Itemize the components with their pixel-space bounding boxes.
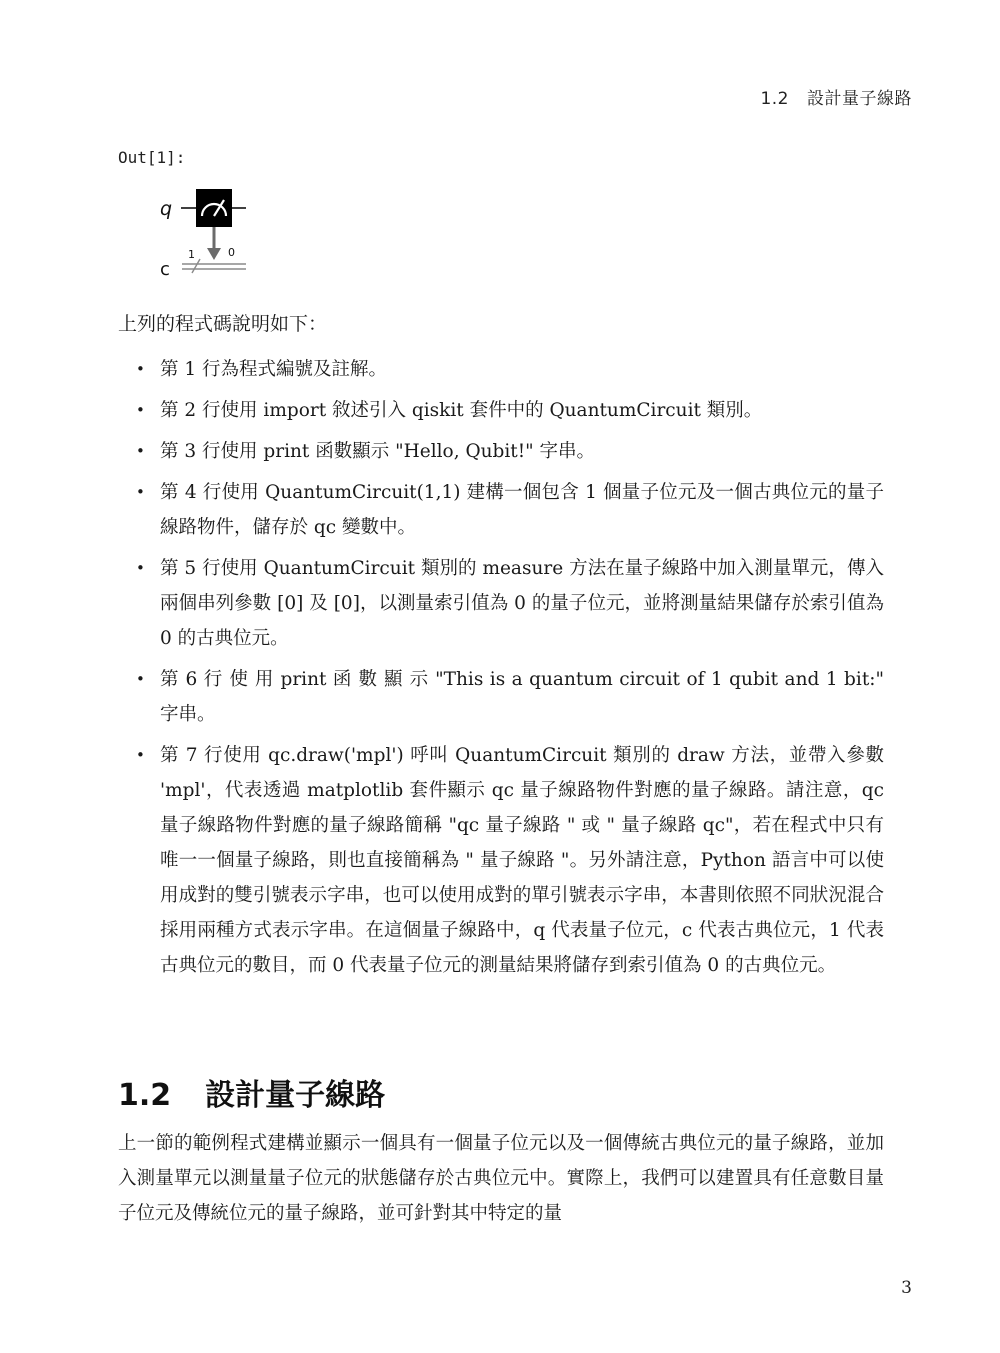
- page-number: 3: [901, 1278, 912, 1298]
- measure-arrow: [207, 248, 221, 260]
- list-item: [118, 434, 884, 469]
- list-item-text: 第 6 行 使 用 print 函 數 顯 示 "This is a quantum circuit of 1 qubit and 1 bit:" 字串。: [160, 669, 884, 725]
- list-item-text: 第 3 行使用 print 函數顯示 "Hello, Qubit!" 字串。: [160, 441, 596, 462]
- list-item: [118, 738, 884, 983]
- measure-gate: [196, 189, 232, 227]
- list-item: [118, 662, 884, 732]
- bullet-icon: •: [136, 483, 145, 501]
- running-header-number: 1.2: [760, 89, 789, 109]
- section-number: 1.2: [118, 1078, 172, 1113]
- bullet-icon: •: [136, 401, 145, 419]
- intro-text: 上列的程式碼說明如下：: [118, 313, 328, 335]
- classical-label: c: [160, 259, 170, 280]
- list-item: [118, 475, 884, 545]
- section-title: 設計量子線路: [205, 1078, 386, 1113]
- list-item: [118, 352, 884, 387]
- bullet-list: [118, 352, 884, 989]
- list-item-text: 第 4 行使用 QuantumCircuit(1,1) 建構一個包含 1 個量子位元及一個古典位元的量子線路物件，儲存於 qc 變數中。: [160, 482, 884, 538]
- list-item-text: 第 7 行使用 qc.draw('mpl') 呼叫 QuantumCircuit 類別的 draw 方法，並帶入參數 'mpl'，代表透過 matplotlib 套件顯示 qc 量子線路物件對應的量子線路。請注意，qc 量子線路物件對應的量子線路簡稱 "qc 量子線路 " 或 " 量子線路 qc"，若在程式中只有唯一一個量子線路，則也直接簡稱為 " 量子線路 "。另外請注意，Python 語言中可以使用成對的雙引號表示字串，也可以使用成對的單引號表示字串，本書則依照不同狀況混合採用兩種方式表示字串。在這個量子線路中，q 代表量子位元，c 代表古典位元，1 代表古典位元的數目，而 0 代表量子位元的測量結果將儲存到索引值為 0 的古典位元。: [160, 745, 884, 976]
- running-header-title: 設計量子線路: [807, 89, 912, 109]
- running-header: [760, 84, 912, 109]
- classical-bits-count: 1: [188, 248, 195, 261]
- list-item-text: 第 1 行為程式編號及註解。: [160, 359, 388, 380]
- section-body-text: 上一節的範例程式建構並顯示一個具有一個量子位元以及一個傳統古典位元的量子線路，並加入測量單元以測量量子位元的狀態儲存於古典位元中。實際上，我們可以建置具有任意數目量子位元及傳統位元的量子線路，並可針對其中特定的量: [118, 1133, 884, 1224]
- quantum-circuit-diagram: [150, 180, 260, 280]
- list-item-text: 第 5 行使用 QuantumCircuit 類別的 measure 方法在量子線路中加入測量單元，傳入兩個串列參數 [0] 及 [0]，以測量索引值為 0 的量子位元，並將測量結果儲存於索引值為 0 的古典位元。: [160, 558, 884, 649]
- classical-bus-slash: [192, 259, 200, 273]
- measure-index: 0: [228, 246, 235, 259]
- bullet-icon: •: [136, 442, 145, 460]
- bullet-icon: •: [136, 746, 145, 764]
- list-item: [118, 393, 884, 428]
- list-item-text: 第 2 行使用 import 敘述引入 qiskit 套件中的 QuantumCircuit 類別。: [160, 400, 763, 421]
- output-label: Out[1]:: [118, 148, 186, 167]
- bullet-icon: •: [136, 559, 145, 577]
- bullet-icon: •: [136, 670, 145, 688]
- list-item: [118, 551, 884, 656]
- qubit-label: q: [160, 198, 173, 220]
- section-heading: [118, 1070, 385, 1114]
- bullet-icon: •: [136, 360, 145, 378]
